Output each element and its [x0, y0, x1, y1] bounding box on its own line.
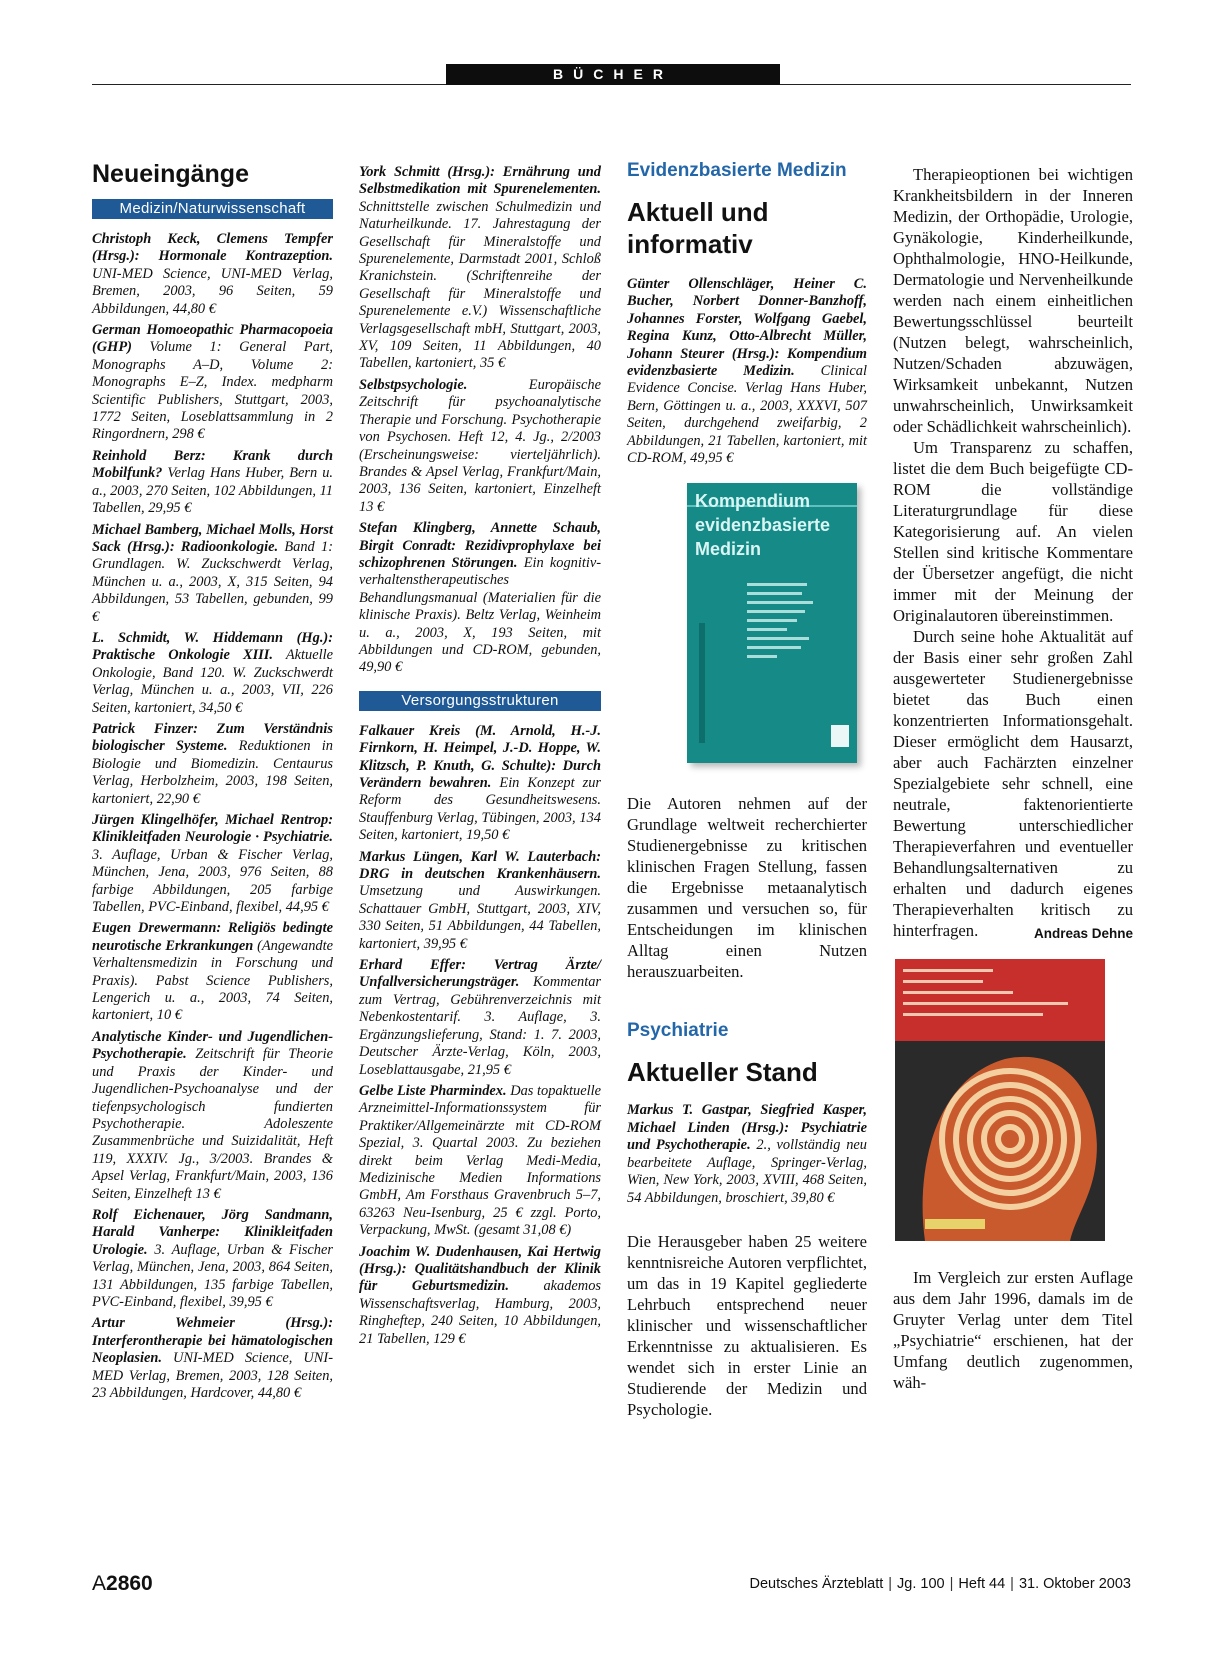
book-entry-author-title: German Homoeopathic Pharmacopoeia (GHP) [92, 322, 333, 356]
book-cover-kompendium [687, 483, 857, 763]
page-prefix: A [92, 1572, 107, 1595]
book-entry [92, 920, 333, 1024]
category-bar-medicine: Medizin/Naturwissenschaft [92, 199, 333, 219]
book-entry-details: 3. Auflage, Urban & Fischer Verlag, München, Jena, 2003, 976 Seiten, 88 farbige Abbildungen, 205 farbige Tabellen, PVC-Einband, flexibel, 44,95 € [92, 846, 333, 916]
review2-kicker: Psychiatrie [627, 1020, 729, 1042]
entry-list-medicine-cont [359, 164, 601, 677]
book-entry [359, 1244, 601, 1348]
book-entry-details: Reduktionen in Biologie und Biomedizin. Centaurus Verlag, Herbolzheim, 2003, 198 Seiten, kartoniert, 22,90 € [92, 738, 333, 807]
book-entry-details: Das topaktuelle Arzneimittel-Informationssystem für Praktiker/Allgemeinärzte mit CD-ROM Spezial, 3. Quartal 2003. Zu beziehen direkt beim Verlag Medi-Media, Medizinische Medien Informations GmbH, Am Forsthaus Gravenbruch 5–7, 63263 Neu-Isenburg, 25 € zzgl. Porto, Verpackung, MwSt. (gesamt 31,08 €) [359, 1082, 601, 1239]
publisher-logo-icon [831, 725, 849, 747]
category-bar-care-structures: Versorgungsstrukturen [359, 691, 601, 711]
book-entry-author-title: Gelbe Liste Pharmindex. [359, 1082, 507, 1099]
review1-title: Aktuell und informativ [627, 197, 769, 259]
book-entry-author-title: Analytische Kinder- und Jugendlichen-Psychotherapie. [92, 1028, 333, 1063]
cover-side-text [699, 623, 705, 743]
book-entry-author-title: Markus Lüngen, Karl W. Lauterbach: DRG in deutschen Krankenhäusern. [359, 848, 601, 883]
cover-title-line3: Medizin [695, 539, 761, 560]
book-entry [92, 1315, 333, 1402]
book-entry-details: UNI-MED Science, UNI-MED Verlag, Bremen, 2003, 128 Seiten, 23 Abbildungen, Hardcover, 44,80 € [92, 1350, 333, 1401]
section-label: BÜCHER [446, 64, 780, 85]
footer-journal-info: Deutsches Ärzteblatt | Jg. 100 | Heft 44 | 31. Oktober 2003 [749, 1576, 1131, 1592]
review1-author: Andreas Dehne [1033, 926, 1133, 941]
cover-title-line1: Kompendium [695, 491, 810, 512]
book-entry [92, 1029, 333, 1203]
journal-date: 31. Oktober 2003 [1018, 1576, 1131, 1592]
journal-name: Deutsches Ärzteblatt [749, 1576, 884, 1592]
book-entry [92, 721, 333, 808]
book-entry-author-title: Rolf Eichenauer, Jörg Sandmann, Harald Vanherpe: Klinikleitfaden Urologie. [92, 1206, 333, 1258]
book-entry-details: Band 1: Grundlagen. W. Zuckschwerdt Verlag, München u. a., 2003, X, 315 Seiten, 94 Abbildungen, 53 Tabellen, gebunden, 99 € [92, 538, 333, 625]
book-entry-details: Umsetzung und Auswirkungen. Schattauer GmbH, Stuttgart, 2003, XIV, 330 Seiten, 51 Abbildungen, 44 Tabellen, kartoniert, 39,95 € [359, 883, 601, 952]
review2-title: Aktueller Stand [627, 1057, 818, 1088]
book-cover-psychiatrie [895, 959, 1105, 1241]
review2-body: Die Herausgeber haben 25 weitere kenntnisreiche Autoren verpflichtet, um das in 19 Kapitel gegliederte Lehrbuch entsprechend neuer klinischer und wissenschaftlicher Erkenntnisse zu aktualisieren. Es wendet sich in erster Linie an Studierende der Medizin und Psychologie. [627, 1231, 867, 1419]
book-entry [92, 322, 333, 444]
cover2-head-maze-illustration [895, 1019, 1105, 1241]
book-entry [359, 1083, 601, 1240]
review2-bib-details: 2., vollständig neu bearbeitete Auflage, Springer-Verlag, Wien, New York, 2003, XVIII, 468 Seiten, 54 Abbildungen, broschiert, 39,80 € [627, 1137, 868, 1206]
journal-volume: Jg. 100 [897, 1576, 945, 1592]
book-entry [92, 231, 333, 318]
book-entry-author-title: Selbstpsychologie. [359, 376, 468, 393]
book-entry-details: UNI-MED Science, UNI-MED Verlag, Bremen, 2003, 96 Seiten, 59 Abbildungen, 44,80 € [92, 265, 333, 317]
book-entry-author-title: Artur Wehmeier (Hrsg.): Interferontherapie bei hämatologischen Neoplasien. [92, 1315, 333, 1367]
book-entry-author-title: Reinhold Berz: Krank durch Mobilfunk? [92, 447, 333, 482]
book-entry [359, 957, 601, 1079]
book-entry-author-title: Erhard Effer: Vertrag Ärzte/ Unfallversicherungsträger. [359, 957, 601, 991]
book-entry-author-title: Michael Bamberg, Michael Molls, Horst Sack (Hrsg.): Radioonkologie. [92, 521, 333, 555]
book-entry-details: Kommentar zum Vertrag, Gebührenverzeichnis mit Nebenkostentarif. 3. Auflage, 3. Ergänzungslieferung, Stand: 1. 7. 2003, Deutscher Ärzte-Verlag, Köln, 2003, Loseblattausgabe, 21,95 € [359, 974, 601, 1078]
cover2-title-lines [903, 969, 1073, 1024]
review2-bib-authors: Markus T. Gastpar, Siegfried Kasper, Michael Linden (Hrsg.): Psychiatrie und Psychotherapie. [627, 1102, 867, 1154]
book-entry-author-title: Christoph Keck, Clemens Tempfer (Hrsg.): Hormonale Kontrazeption. [92, 231, 333, 265]
book-entry [92, 1207, 333, 1311]
book-entry [359, 520, 601, 677]
book-entry-details: Zeitschrift für Theorie und Praxis der Kinder- und Jugendlichen-Psychoanalyse und der tiefenpsychologisch fundierten Psychotherapie. Adoleszente Zusammenbrüche und Suizidalität, Heft 119, XXXIV. Jg., 3/2003. Brandes & Apsel Verlag, Frankfurt/Main, 2003, 136 Seiten, Einzelheft 13 € [92, 1046, 333, 1202]
book-entry [359, 849, 601, 953]
book-entry-author-title: Falkauer Kreis (M. Arnold, H.-J. Firnkorn, H. Heimpel, J.-D. Hoppe, W. Klitzsch, P. Knuth, G. Schulte): Durch Verändern bewahren. [359, 722, 601, 791]
cover-author-lines [747, 583, 817, 664]
review1-bibliography [627, 276, 867, 467]
review1-body-cont-3 [893, 626, 1133, 941]
book-entry-details: Schnittstelle zwischen Schulmedizin und Naturheilkunde. 17. Jahrestagung der Gesellschaft für Mineralstoffe und Spurenelemente, Darmstadt 2001, Schloß Kranichstein. (Schriftenreihe der Gesellschaft für Mineralstoffe und Spurenelemente e.V.) Wissenschaftliche Verlagsgesellschaft mbH, Stuttgart, 2003, XV, 109 Seiten, 11 Abbildungen, 40 Tabellen, kartoniert, 35 € [359, 198, 601, 372]
review1-body: Die Autoren nehmen auf der Grundlage weltweit recherchierter Studienergebnisse zu kritischen klinischen Fragen Stellung, fassen die Ergebnisse metaanalytisch zusammen und versuchen so, für Entscheidungen im klinischen Alltag einen Nutzen herauszuarbeiten. [627, 794, 867, 982]
book-entry-details: Europäische Zeitschrift für psychoanalytische Therapie und Forschung. Psychotherapie von Psychosen. Heft 12, 4. Jg., 2/2003 (Erscheinungsweise: vierteljährlich). Brandes & Apsel Verlag, Frankfurt/Main, 2003, 136 Seiten, kartoniert, Einzelheft 13 € [359, 376, 601, 515]
cover-title-line2: evidenzbasierte [695, 515, 831, 536]
book-entry-details: Ein Konzept zur Reform des Gesundheitswesens. Stauffenburg Verlag, Tübingen, 2003, 134 Seiten, kartoniert, 19,50 € [359, 775, 601, 844]
entry-list-medicine [92, 231, 333, 1402]
book-entry-details: Volume 1: General Part, Monographs A–D, Volume 2: Monographs E–Z, Index. medpharm Scientific Publishers, Stuttgart, 2003, 1772 Seiten, Loseblattsammlung in 2 Ringordnern, 298 € [92, 339, 333, 443]
book-entry [359, 723, 601, 845]
book-entry-author-title: York Schmitt (Hrsg.): Ernährung und Selbstmedikation mit Spurenelementen. [359, 164, 601, 198]
book-entry-author-title: Stefan Klingberg, Annette Schaub, Birgit Conradt: Rezidivprophylaxe bei schizophrenen Störungen. [359, 520, 601, 571]
book-entry-author-title: Jürgen Klingelhöfer, Michael Rentrop: Klinikleitfaden Neurologie · Psychiatrie. [92, 812, 333, 846]
review1-bib-details: Clinical Evidence Concise. Verlag Hans Huber, Bern, Göttingen u. a., 2003, XXXVI, 507 Seiten, durchgehend zweifarbig, 2 Abbildungen, 21 Tabellen, kartoniert, mit CD-ROM, 49,95 € [627, 363, 867, 467]
book-entry-details: Aktuelle Onkologie, Band 120. W. Zuckschwerdt Verlag, München u. a., 2003, VII, 226 Seiten, kartoniert, 34,50 € [92, 647, 333, 716]
journal-issue: Heft 44 [958, 1576, 1006, 1592]
review2-body-cont: Im Vergleich zur ersten Auflage aus dem Jahr 1996, damals im de Gruyter Verlag unter dem Titel „Psychiatrie“ erschienen, hat der Umfang deutlich zugenommen, wäh- [893, 1268, 1133, 1392]
book-entry-details: (Angewandte Verhaltensmedizin in Forschung und Praxis). Pabst Science Publishers, Lengerich u. a., 2003, 74 Seiten, kartoniert, 10 € [92, 937, 333, 1024]
page-number [92, 1572, 153, 1596]
column-review-cont [893, 164, 1133, 1393]
book-entry-author-title: Eugen Drewermann: Religiös bedingte neurotische Erkrankungen [92, 920, 333, 954]
book-entry-author-title: Joachim W. Dudenhausen, Kai Hertwig (Hrsg.): Qualitätshandbuch der Klinik für Geburtsmedizin. [359, 1243, 601, 1295]
book-entry-author-title: Patrick Finzer: Zum Verständnis biologischer Systeme. [92, 720, 333, 755]
review1-bib-authors: Günter Ollenschläger, Heiner C. Bucher, Norbert Donner-Banzhoff, Johannes Forster, Wolfgang Gaebel, Regina Kunz, Otto-Albrecht Müller, Johann Steurer (Hrsg.): Kompendium evidenzbasierte Medizin. [627, 276, 867, 380]
book-entry [92, 630, 333, 717]
page-number-value: 2860 [106, 1572, 153, 1595]
review2-bibliography [627, 1102, 867, 1206]
entry-list-care-structures [359, 723, 601, 1348]
column-reviews [627, 160, 867, 1420]
review1-body-cont-1: Therapieoptionen bei wichtigen Krankheitsbildern in der Inneren Medizin, der Orthopädie, Urologie, Gynäkologie, Kinderheilkunde, Ophthalmologie, HNO-Heilkunde, Dermatologie und Nervenheilkunde werden nach einem einheitlichen Bewertungsschlüssel beurteilt (Nutzen belegt, wahrscheinlich, Nutzen/Schaden abzuwägen, Wirksamkeit unbekannt, Nutzen unwahrscheinlich, Unwirksamkeit oder Schädlichkeit wahrscheinlich). [893, 165, 1133, 436]
review1-kicker: Evidenzbasierte Medizin [627, 160, 847, 181]
book-entry-author-title: L. Schmidt, W. Hiddemann (Hg.): Praktische Onkologie XIII. [92, 629, 333, 664]
column-new-arrivals [92, 160, 333, 1406]
book-entry-details: Verlag Hans Huber, Bern u. a., 2003, 270 Seiten, 102 Abbildungen, 11 Tabellen, 29,95 € [92, 465, 333, 517]
review1-body-cont-2: Um Transparenz zu schaffen, listet die dem Buch beigefügte CD-ROM die vollständige Literaturgrundlage für diese Kategorisierung auf. An vielen Stellen sind kritische Kommentare der Übersetzer angefügt, die nicht immer mit der Meinung der Originalautoren übereinstimmen. [893, 438, 1133, 625]
book-entry [359, 377, 601, 516]
book-entry [92, 522, 333, 626]
book-entry-details: Ein kognitiv-verhaltenstherapeutisches Behandlungsmanual (Materialien für die klinische Praxis). Beltz Verlag, Weinheim u. a., 2003, X, 193 Seiten, mit Abbildungen und CD-ROM, gebunden, 49,90 € [359, 554, 602, 676]
book-entry [359, 164, 601, 373]
new-arrivals-heading: Neueingänge [92, 160, 249, 188]
column-new-arrivals-cont [359, 164, 601, 1352]
book-entry [92, 448, 333, 518]
review1-body-cont-3-text: Durch seine hohe Aktualität auf der Basis einer sehr großen Zahl ausgewerteter Studienergebnisse bietet das Buch einen konzentrierten Informationsgehalt. Dieser ermöglicht dem Hausarzt, aber auch Fachärzten einzelner Spezialgebiete sehr schnell, eine neutrale, faktenorientierte Bewertung unterschiedlicher Therapieverfahren und eventueller Behandlungsalternativen zu erhalten und dadurch eigenes Therapieverhalten kritisch zu hinterfragen. [893, 627, 1133, 940]
book-entry-details: 3. Auflage, Urban & Fischer Verlag, München, Jena, 2003, 864 Seiten, 131 Abbildungen, 135 farbige Tabellen, PVC-Einband, flexibel, 39,95 € [92, 1241, 333, 1310]
book-entry-details: akademos Wissenschaftsverlag, Hamburg, 2003, Ringheftер, 240 Seiten, 10 Abbildungen, 21 Tabellen, 129 € [359, 1278, 601, 1347]
book-entry [92, 812, 333, 916]
